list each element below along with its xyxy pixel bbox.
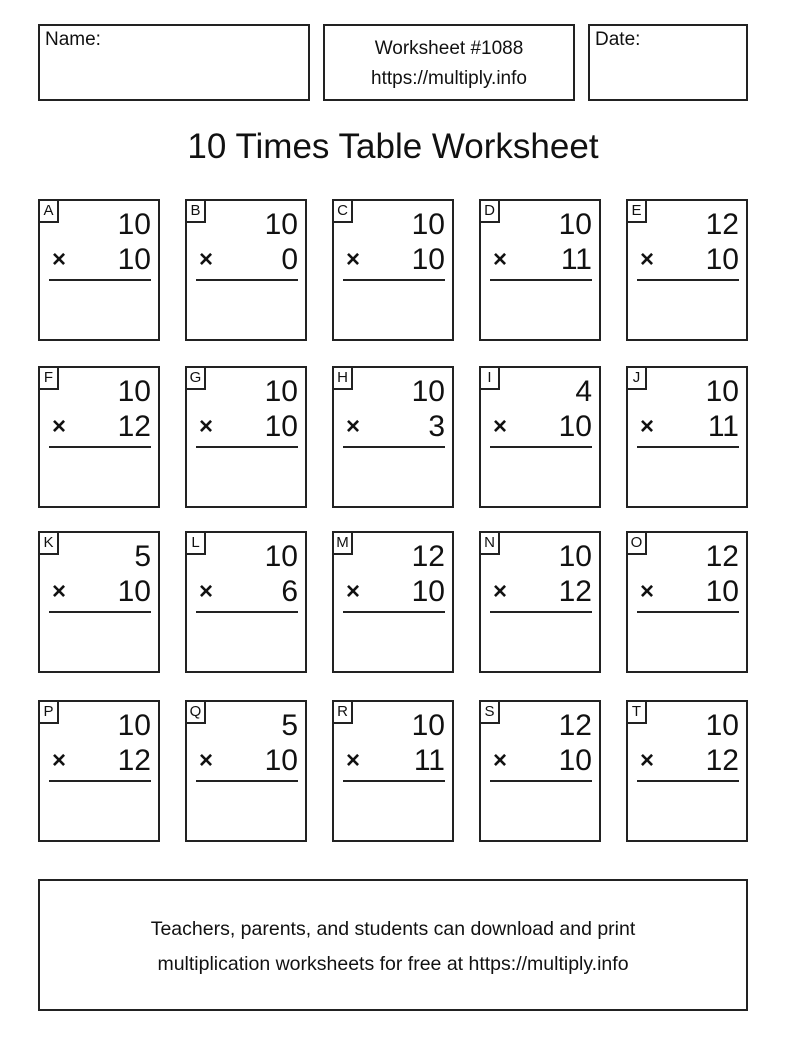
problem-letter: K [38, 531, 59, 555]
worksheet-url: https://multiply.info [371, 68, 527, 89]
answer-line [637, 279, 739, 281]
problem-letter: J [626, 366, 647, 390]
multiply-sign-icon: × [52, 413, 67, 440]
problem-card[interactable] [38, 700, 160, 842]
footer-line-1: Teachers, parents, and students can download and print [150, 918, 636, 940]
date-field[interactable] [588, 24, 748, 101]
answer-line [49, 780, 151, 782]
problem-letter: B [185, 199, 206, 223]
problem-letter: T [626, 700, 647, 724]
multiplicand: 12 [411, 540, 445, 573]
multiplier: 10 [705, 575, 739, 608]
answer-line [490, 611, 592, 613]
multiply-sign-icon: × [493, 747, 508, 774]
multiply-sign-icon: × [199, 413, 214, 440]
multiplicand: 10 [705, 709, 739, 742]
answer-line [490, 780, 592, 782]
multiply-sign-icon: × [199, 578, 214, 605]
multiplicand: 10 [264, 540, 298, 573]
problem-card[interactable] [38, 199, 160, 341]
answer-line [637, 780, 739, 782]
multiplicand: 5 [281, 709, 298, 742]
problem-letter: C [332, 199, 353, 223]
problem-letter: S [479, 700, 500, 724]
page-title: 10 Times Table Worksheet [187, 127, 599, 166]
multiply-sign-icon: × [52, 246, 67, 273]
multiply-sign-icon: × [640, 413, 655, 440]
problem-card[interactable] [626, 700, 748, 842]
multiply-sign-icon: × [52, 578, 67, 605]
problem-card[interactable] [626, 366, 748, 508]
multiplicand: 10 [117, 208, 151, 241]
answer-line [196, 611, 298, 613]
multiply-sign-icon: × [346, 747, 361, 774]
multiplicand: 10 [411, 208, 445, 241]
multiplier: 12 [558, 575, 592, 608]
answer-line [196, 446, 298, 448]
multiplicand: 10 [264, 208, 298, 241]
problem-letter: H [332, 366, 353, 390]
multiply-sign-icon: × [199, 246, 214, 273]
footer-box [38, 879, 748, 1011]
answer-line [343, 446, 445, 448]
problem-letter: Q [185, 700, 206, 724]
answer-line [490, 279, 592, 281]
multiplicand: 5 [134, 540, 151, 573]
multiplier: 12 [117, 410, 151, 443]
multiplicand: 12 [705, 208, 739, 241]
multiplier: 10 [264, 744, 298, 777]
multiplier: 11 [560, 243, 592, 276]
answer-line [49, 446, 151, 448]
multiplicand: 10 [411, 709, 445, 742]
problem-letter: O [626, 531, 647, 555]
problem-card[interactable] [479, 199, 601, 341]
multiplier: 10 [558, 410, 592, 443]
problem-card[interactable] [479, 700, 601, 842]
answer-line [49, 611, 151, 613]
problem-letter: E [626, 199, 647, 223]
problem-card[interactable] [332, 366, 454, 508]
multiplicand: 12 [705, 540, 739, 573]
problem-letter: G [185, 366, 206, 390]
problem-letter: P [38, 700, 59, 724]
multiplicand: 12 [558, 709, 592, 742]
name-label: Name: [45, 29, 101, 50]
multiplicand: 10 [705, 375, 739, 408]
multiplier: 10 [117, 575, 151, 608]
problem-letter: D [479, 199, 500, 223]
problem-card[interactable] [185, 531, 307, 673]
multiply-sign-icon: × [493, 578, 508, 605]
multiply-sign-icon: × [199, 747, 214, 774]
answer-line [343, 780, 445, 782]
multiplicand: 10 [558, 208, 592, 241]
problem-card[interactable] [38, 531, 160, 673]
multiplicand: 10 [117, 709, 151, 742]
date-label: Date: [595, 29, 641, 50]
answer-line [637, 446, 739, 448]
multiply-sign-icon: × [640, 246, 655, 273]
multiplier: 11 [707, 410, 739, 443]
multiplier: 10 [705, 243, 739, 276]
multiply-sign-icon: × [493, 246, 508, 273]
worksheet-info-box [323, 24, 575, 101]
answer-line [196, 279, 298, 281]
problem-letter: A [38, 199, 59, 223]
problem-card[interactable] [626, 531, 748, 673]
multiply-sign-icon: × [346, 246, 361, 273]
worksheet-number: Worksheet #1088 [374, 38, 524, 59]
multiply-sign-icon: × [346, 578, 361, 605]
problem-letter: N [479, 531, 500, 555]
problem-letter: I [479, 366, 500, 390]
multiply-sign-icon: × [346, 413, 361, 440]
answer-line [343, 611, 445, 613]
problem-letter: M [332, 531, 353, 555]
multiply-sign-icon: × [640, 578, 655, 605]
problem-card[interactable] [479, 366, 601, 508]
problem-letter: R [332, 700, 353, 724]
multiplicand: 10 [411, 375, 445, 408]
multiply-sign-icon: × [493, 413, 508, 440]
problem-card[interactable] [185, 366, 307, 508]
multiplier: 3 [428, 410, 445, 443]
footer-line-2: multiplication worksheets for free at https://multiply.info [157, 953, 629, 975]
problem-card[interactable] [38, 366, 160, 508]
multiplicand: 10 [264, 375, 298, 408]
multiplier: 10 [264, 410, 298, 443]
problem-card[interactable] [479, 531, 601, 673]
problem-card[interactable] [626, 199, 748, 341]
problem-card[interactable] [332, 700, 454, 842]
answer-line [49, 279, 151, 281]
multiplier: 10 [411, 243, 445, 276]
multiplicand: 4 [575, 375, 592, 408]
multiplier: 10 [117, 243, 151, 276]
multiplier: 12 [705, 744, 739, 777]
answer-line [490, 446, 592, 448]
answer-line [196, 780, 298, 782]
multiply-sign-icon: × [640, 747, 655, 774]
problem-card[interactable] [332, 531, 454, 673]
multiplicand: 10 [117, 375, 151, 408]
problem-letter: L [185, 531, 206, 555]
problem-letter: F [38, 366, 59, 390]
answer-line [637, 611, 739, 613]
multiply-sign-icon: × [52, 747, 67, 774]
multiplier: 12 [117, 744, 151, 777]
multiplier: 0 [281, 243, 298, 276]
multiplier: 10 [558, 744, 592, 777]
problem-card[interactable] [332, 199, 454, 341]
multiplier: 6 [281, 575, 298, 608]
multiplier: 10 [411, 575, 445, 608]
problem-card[interactable] [185, 700, 307, 842]
multiplicand: 10 [558, 540, 592, 573]
multiplier: 11 [413, 744, 445, 777]
name-field[interactable] [38, 24, 310, 101]
problem-card[interactable] [185, 199, 307, 341]
answer-line [343, 279, 445, 281]
